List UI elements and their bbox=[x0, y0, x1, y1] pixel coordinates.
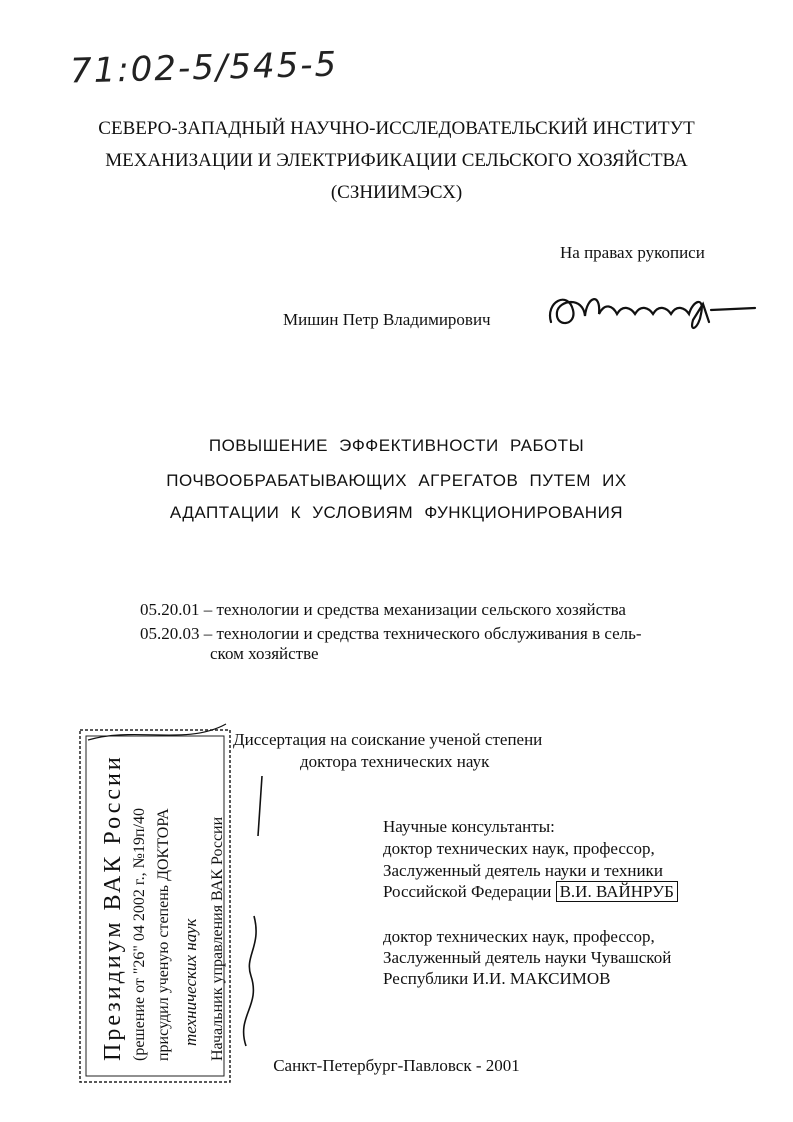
consultant-2-title: Заслуженный деятель науки Чувашской bbox=[383, 948, 672, 967]
stamp-line-5: Начальник управления ВАК России bbox=[209, 816, 226, 1061]
archive-number: 71:02-5/545-5 bbox=[69, 44, 339, 92]
stamp-line-3: присудил ученую степень ДОКТОРА bbox=[155, 808, 172, 1061]
institute-line-1: СЕВЕРО-ЗАПАДНЫЙ НАУЧНО-ИССЛЕДОВАТЕЛЬСКИЙ ИНСТИТУТ bbox=[98, 118, 695, 139]
vak-stamp bbox=[76, 716, 271, 1086]
city-year: Санкт-Петербург-Павловск - 2001 bbox=[273, 1056, 520, 1075]
author-signature-icon bbox=[543, 282, 758, 342]
specialty-1: 05.20.01 – технологии и средства механизации сельского хозяйства bbox=[140, 600, 626, 619]
consultant-1-country bbox=[383, 882, 678, 902]
consultant-1-name: В.И. ВАЙНРУБ bbox=[556, 881, 678, 902]
consultant-2-degree: доктор технических наук, профессор, bbox=[383, 927, 655, 946]
institute-abbreviation: (СЗНИИМЭСХ) bbox=[330, 182, 463, 203]
specialty-2: 05.20.03 – технологии и средства технического обслуживания в сель- bbox=[140, 624, 642, 643]
dissertation-line-1: Диссертация на соискание ученой степени bbox=[233, 730, 543, 749]
manuscript-rights: На правах рукописи bbox=[560, 243, 705, 262]
consultant-2-name: Республики И.И. МАКСИМОВ bbox=[383, 969, 611, 988]
consultants-heading: Научные консультанты: bbox=[383, 817, 555, 836]
title-line-3: АДАПТАЦИИ К УСЛОВИЯМ ФУНКЦИОНИРОВАНИЯ bbox=[169, 503, 624, 522]
consultant-1-title: Заслуженный деятель науки и техники bbox=[383, 861, 663, 880]
institute-line-2: МЕХАНИЗАЦИИ И ЭЛЕКТРИФИКАЦИИ СЕЛЬСКОГО ХОЗЯЙСТВА bbox=[105, 150, 688, 171]
consultant-1-degree: доктор технических наук, профессор, bbox=[383, 839, 655, 858]
stamp-line-1: Президиум ВАК России bbox=[100, 754, 126, 1061]
title-line-2: ПОЧВООБРАБАТЫВАЮЩИХ АГРЕГАТОВ ПУТЕМ ИХ bbox=[166, 471, 627, 490]
author-name: Мишин Петр Владимирович bbox=[283, 310, 491, 329]
dissertation-line-2: доктора технических наук bbox=[300, 752, 490, 771]
title-line-1: ПОВЫШЕНИЕ ЭФФЕКТИВНОСТИ РАБОТЫ bbox=[208, 436, 585, 455]
stamp-line-2: (решение от "26" 04 2002 г., №19п/40 bbox=[131, 808, 148, 1061]
stamp-line-4: технических наук bbox=[181, 918, 200, 1046]
stamp-signature-icon bbox=[244, 776, 262, 1046]
consultant-1-country-text: Российской Федерации bbox=[383, 882, 552, 901]
specialty-2-continued: ском хозяйстве bbox=[210, 644, 319, 663]
